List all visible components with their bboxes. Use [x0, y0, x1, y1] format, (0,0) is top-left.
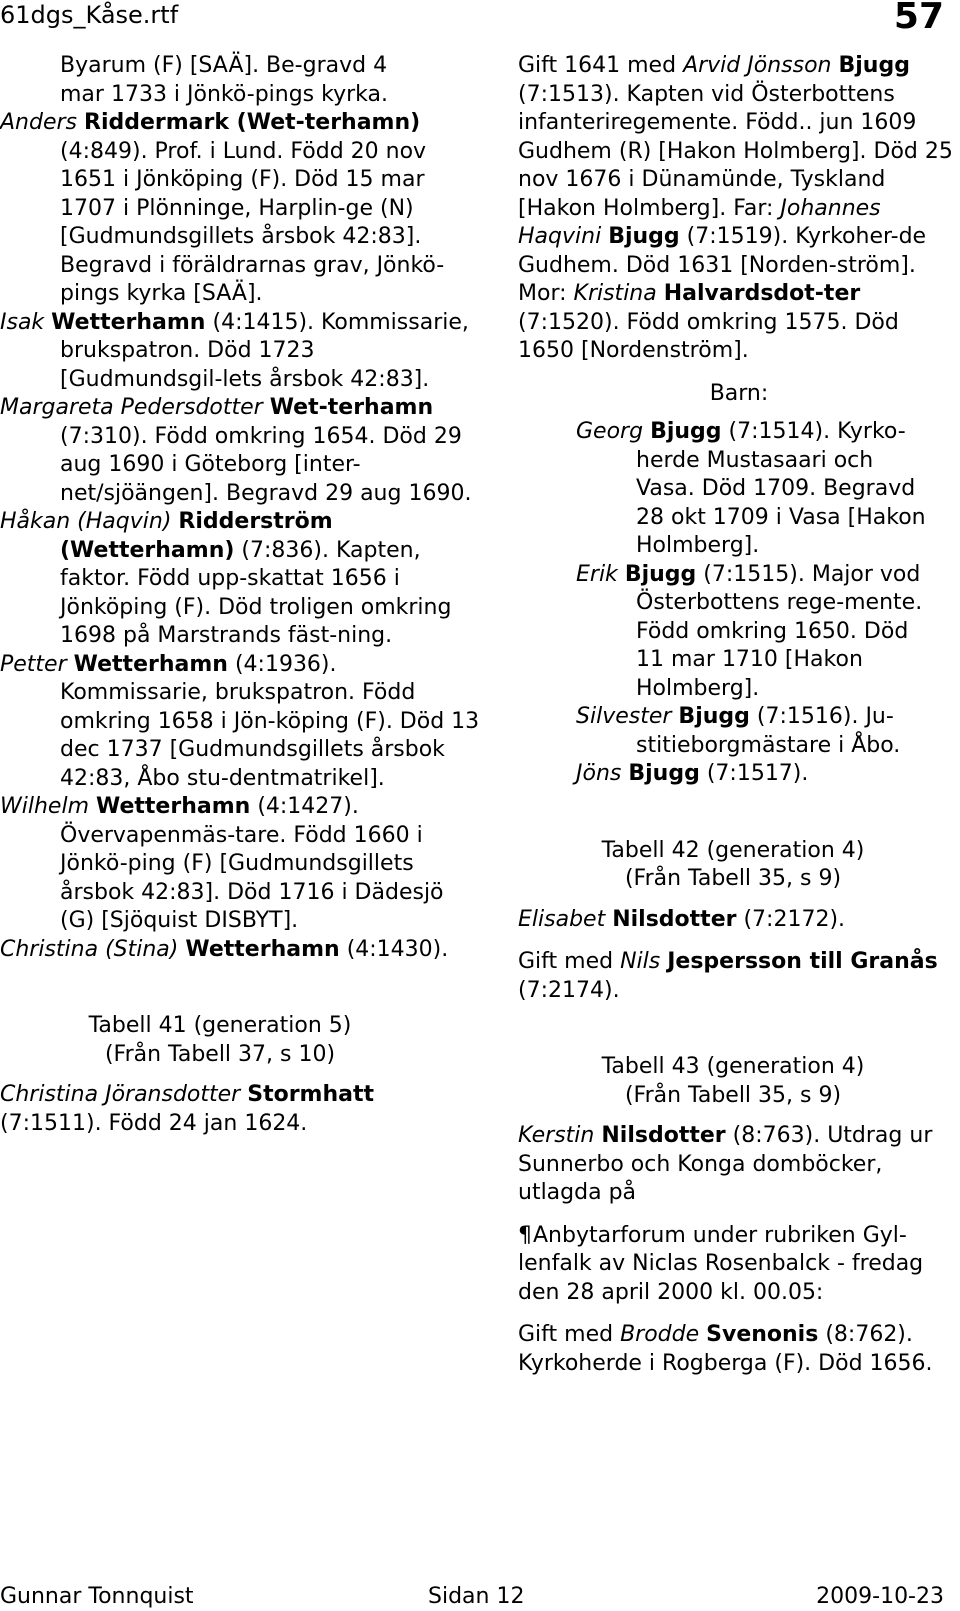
- footer-author: Gunnar Tonnquist: [0, 1584, 194, 1609]
- table-title: Tabell 41 (generation 5): [88, 1013, 352, 1038]
- given-name: Isak: [0, 309, 45, 335]
- table-41-heading: [0, 1012, 440, 1069]
- right-column: [518, 52, 960, 1378]
- surname: Bjugg: [628, 761, 700, 786]
- entry-text: (7:2172).: [743, 906, 846, 932]
- person-entry: [518, 906, 960, 935]
- table-title: Tabell 42 (generation 4): [601, 837, 865, 863]
- surname: Bjugg: [678, 704, 750, 729]
- entry-text: (7:1513). Kapten vid Österbottens infanteriregemente. Född.. jun 1609 Gudhem (R) [Hakon Holmberg]. Död 25 nov 1676 i Dünamünde, Tyskland [Hakon Holmberg]. Far:: [518, 81, 953, 221]
- entry-text: (7:2174).: [518, 977, 620, 1003]
- surname: Bjugg: [624, 561, 697, 587]
- surname: Stormhatt: [247, 1082, 375, 1107]
- given-name: Jöns: [576, 761, 622, 786]
- entry-continuation: Byarum (F) [SAÄ]. Be-gravd 4 mar 1733 i Jönkö-pings kyrka.: [60, 53, 388, 107]
- entry-text: (7:1511). Född 24 jan 1624.: [0, 1110, 308, 1136]
- child-entry: [518, 703, 936, 760]
- surname: Wetterhamn: [96, 794, 251, 819]
- marriage-prefix: Gift 1641 med: [518, 53, 677, 78]
- marriage-prefix: Gift med: [518, 1322, 614, 1347]
- entry-text: (4:1415). Kommissarie, brukspatron. Död 1723 [Gudmundsgil-lets årsbok 42:83].: [60, 309, 469, 392]
- table-42-heading: [518, 837, 948, 894]
- father-surname: Bjugg: [608, 224, 680, 249]
- given-name: Petter: [0, 651, 67, 677]
- table-title: Tabell 43 (generation 4): [601, 1054, 865, 1079]
- spouse-given-name: Brodde: [620, 1322, 700, 1347]
- surname: Nilsdotter: [612, 906, 737, 932]
- entry-text: (8:762). Kyrkoherde i Rogberga (F). Död 1656.: [518, 1322, 933, 1376]
- given-name: Arvid Jönsson: [683, 53, 832, 78]
- footer-date: 2009-10-23: [816, 1584, 944, 1609]
- entry-text: (4:1936). Kommissarie, brukspatron. Född omkring 1658 i Jön-köping (F). Död 13 dec 1737 [Gudmundsgillets årsbok 42:83, Åbo stu-dentmatrikel].: [60, 651, 480, 791]
- given-name: Margareta Pedersdotter: [0, 395, 263, 420]
- given-name: Christina (Stina): [0, 936, 179, 962]
- entry-text: (4:849). Prof. i Lund. Född 20 nov 1651 i Jönköping (F). Död 15 mar 1707 i Plönninge, Harplin-ge (N) [Gudmundsgillets årsbok 42:83]. Begravd i föräldrarnas grav, Jönkö-pings kyrka [SAÄ].: [60, 138, 445, 306]
- table-source: (Från Tabell 35, s 9): [624, 1082, 842, 1108]
- marriage-entry: [518, 52, 960, 366]
- person-entry: [0, 936, 490, 965]
- child-entry: [518, 561, 936, 704]
- entry-text: (7:1517).: [706, 761, 809, 786]
- person-entry: [0, 394, 480, 508]
- entry-text: (7:310). Född omkring 1654. Död 29 aug 1690 i Göteborg [inter-net/sjöängen]. Begravd 29 aug 1690.: [60, 423, 472, 506]
- document-filename: 61dgs_Kåse.rtf: [0, 1, 179, 29]
- surname: Ridderström (Wetterhamn): [60, 509, 333, 563]
- person-entry: [0, 508, 480, 651]
- spouse-surname: Jespersson till Granås: [667, 949, 938, 974]
- entry-text: (7:1514). Kyrko-herde Mustasaari och Vasa. Död 1709. Begravd 28 okt 1709 i Vasa [Hakon Holmberg].: [636, 419, 926, 558]
- person-entry: [518, 1122, 960, 1208]
- surname: Riddermark (Wet-terhamn): [84, 110, 421, 135]
- children-list: [518, 418, 960, 789]
- entry-text: (7:836). Kapten, faktor. Född upp-skattat 1656 i Jönköping (F). Död troligen omkring 1698 på Marstrands fäst-ning.: [60, 537, 452, 648]
- person-entry: [0, 793, 480, 936]
- entry-text: (4:1427). Övervapenmäs-tare. Född 1660 i Jönkö-ping (F) [Gudmundsgillets årsbok 42:83]. Död 1716 i Dädesjö (G) [Sjöquist DISBYT].: [60, 794, 444, 933]
- table-source: (Från Tabell 35, s 9): [624, 866, 842, 891]
- entry-text: (7:1520). Född omkring 1575. Död 1650 [Nordenström].: [518, 309, 899, 363]
- children-heading: Barn:: [709, 380, 769, 406]
- given-name: Silvester: [576, 704, 672, 729]
- entry-text: (7:1519). Kyrkoher-de Gudhem. Död 1631 [Norden-ström]. Mor:: [518, 224, 927, 306]
- surname: Wetterhamn: [185, 936, 340, 962]
- source-note: [518, 1222, 960, 1308]
- given-name: Elisabet: [518, 906, 606, 932]
- mother-given-name: Kristina: [573, 281, 657, 306]
- spouse-given-name: Nils: [620, 949, 661, 974]
- marriage-prefix: Gift med: [518, 949, 614, 974]
- given-name: Wilhelm: [0, 794, 89, 819]
- mother-surname: Halvardsdot-ter: [663, 281, 861, 306]
- entry-text: (7:1515). Major vod Österbottens rege-mente. Född omkring 1650. Död 11 mar 1710 [Hakon Holmberg].: [636, 561, 923, 701]
- table-source: (Från Tabell 37, s 10): [104, 1041, 336, 1067]
- surname: Wetterhamn: [51, 309, 206, 335]
- surname: Bjugg: [838, 53, 910, 78]
- entry-text: (7:1516). Ju-stitieborgmästare i Åbo.: [636, 704, 901, 758]
- table-43-heading: [518, 1053, 948, 1110]
- person-entry: [0, 309, 480, 395]
- father-given-name: Johannes Haqvini: [518, 195, 881, 249]
- given-name: Kerstin: [518, 1123, 595, 1148]
- child-entry: [518, 418, 936, 561]
- given-name: Anders: [0, 110, 77, 135]
- note-text: Anbytarforum under rubriken Gyl-lenfalk av Niclas Rosenbalck - fredag den 28 april 2000 kl. 00.05:: [518, 1222, 924, 1305]
- child-entry: [518, 760, 936, 789]
- left-column: [0, 52, 480, 1138]
- entry-text: (4:1430).: [346, 936, 449, 962]
- given-name: Christina Jöransdotter: [0, 1082, 241, 1107]
- surname: Wet-terhamn: [269, 395, 434, 420]
- person-entry: [0, 651, 490, 794]
- marriage-entry: [518, 1321, 960, 1378]
- entry-text: (8:763). Utdrag ur Sunnerbo och Konga domböcker, utlagda på: [518, 1123, 933, 1205]
- given-name: Georg: [576, 419, 644, 444]
- page-number: 57: [893, 0, 944, 37]
- person-entry: [0, 1081, 420, 1138]
- surname: Bjugg: [650, 419, 722, 444]
- surname: Nilsdotter: [601, 1123, 726, 1148]
- spouse-surname: Svenonis: [706, 1322, 819, 1347]
- marriage-entry: [518, 948, 960, 1005]
- pilcrow-mark: ¶: [518, 1222, 532, 1248]
- footer-page: Sidan 12: [428, 1584, 525, 1609]
- given-name: Håkan (Haqvin): [0, 509, 172, 534]
- person-entry: [0, 109, 460, 309]
- given-name: Erik: [576, 561, 618, 587]
- surname: Wetterhamn: [73, 651, 228, 677]
